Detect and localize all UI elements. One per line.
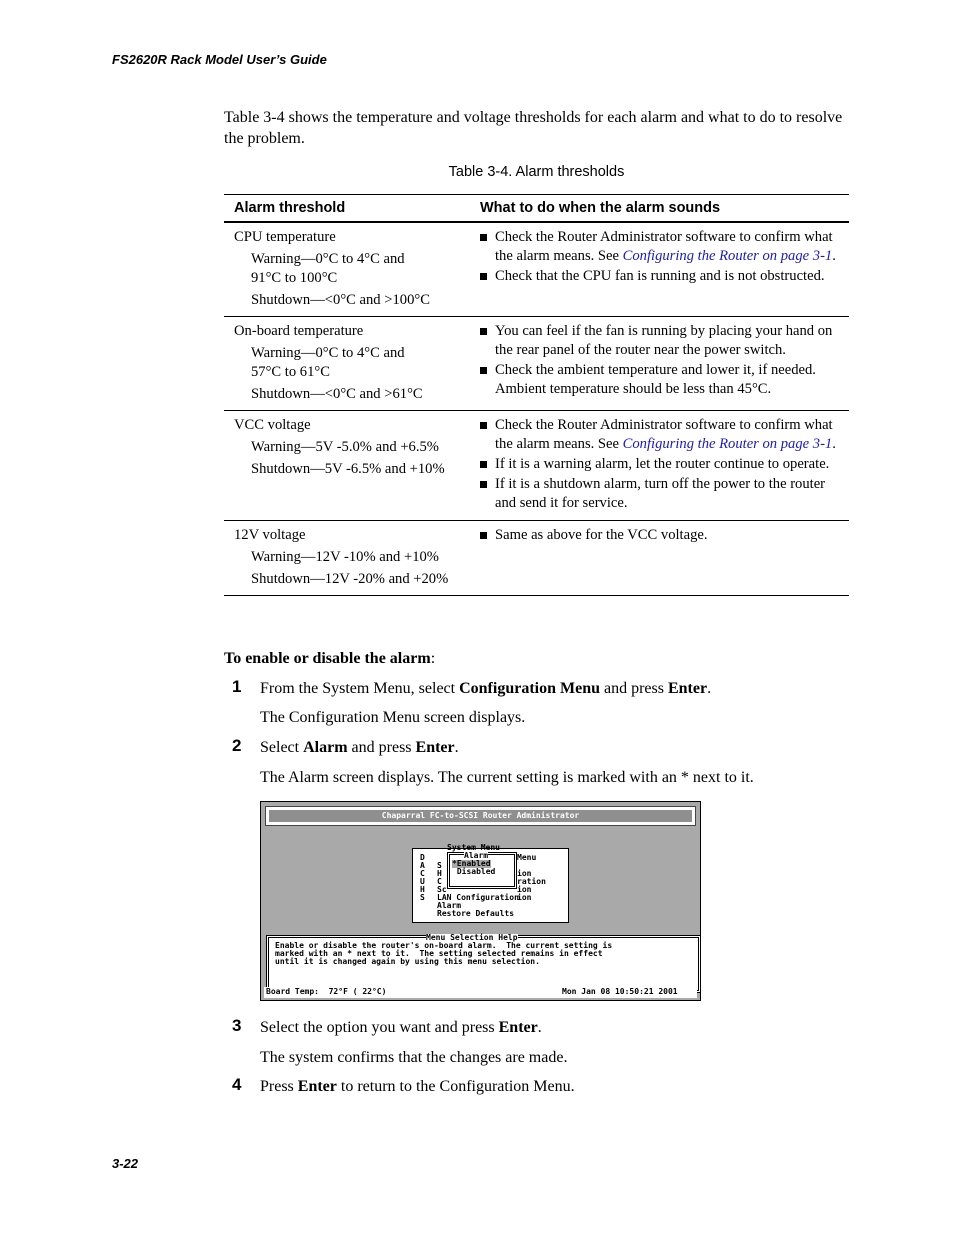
list-item: If it is a warning alarm, let the router continue to operate. xyxy=(480,455,843,474)
help-text: Enable or disable the router's on-board alarm. The current setting is marked with an * next to it. The setting selected remains in effect until it is changed again by using this menu selection. xyxy=(275,941,613,966)
threshold-name: On-board temperature xyxy=(234,323,364,339)
threshold-warning-cont: 91°C to 100°C xyxy=(251,270,338,286)
system-menu-title: System Menu xyxy=(447,843,500,852)
alarm-menu-title: Alarm xyxy=(464,851,489,860)
system-menu-col: S H C Sc xyxy=(437,861,447,894)
table-row xyxy=(224,521,849,596)
page-number: 3-22 xyxy=(112,1156,139,1171)
bullet-icon xyxy=(480,481,487,488)
cross-reference-link[interactable]: Configuring the Router on page 3-1 xyxy=(622,248,833,264)
step-number: 4 xyxy=(232,1075,242,1094)
table-caption: Table 3-4. Alarm thresholds xyxy=(448,164,625,180)
step-text: From the System Menu, select Configuration Menu and press Enter. xyxy=(260,680,712,697)
step-3-result: The system confirms that the changes are made. xyxy=(260,1049,568,1066)
step-number: 1 xyxy=(232,677,242,696)
alarm-screen-screenshot xyxy=(260,801,701,1001)
step-1-result: The Configuration Menu screen displays. xyxy=(260,709,526,726)
step-2-result: The Alarm screen displays. The current setting is marked with an * next to it. xyxy=(260,769,754,786)
threshold-shutdown: Shutdown—5V -6.5% and +10% xyxy=(251,461,445,477)
bullet-icon xyxy=(480,461,487,468)
list-item: Same as above for the VCC voltage. xyxy=(480,526,843,545)
bullet-icon xyxy=(480,422,487,429)
board-temp: Board Temp: 72°F ( 22°C) xyxy=(266,987,387,996)
column-header-action: What to do when the alarm sounds xyxy=(472,195,849,223)
threshold-warning-cont: 57°C to 61°C xyxy=(251,364,330,380)
step-text: Select Alarm and press Enter. xyxy=(260,739,459,756)
step-number: 3 xyxy=(232,1016,242,1035)
option-enabled[interactable]: *Enabled xyxy=(452,859,491,868)
clock: Mon Jan 08 10:50:21 2001 xyxy=(562,987,678,996)
threshold-warning: Warning—0°C to 4°C and xyxy=(251,251,405,267)
alarm-thresholds-table xyxy=(224,194,849,596)
list-item: Check that the CPU fan is running and is not obstructed. xyxy=(480,267,843,286)
list-item: Check the Router Administrator software to confirm what the alarm means. See Configuring the Router on page 3-1. xyxy=(480,416,843,454)
list-item: If it is a shutdown alarm, turn off the power to the router and send it for service. xyxy=(480,475,843,513)
procedure-heading: To enable or disable the alarm: xyxy=(224,650,436,667)
threshold-warning: Warning—5V -5.0% and +6.5% xyxy=(251,439,439,455)
threshold-warning: Warning—0°C to 4°C and xyxy=(251,345,405,361)
screen-title-bar xyxy=(265,806,696,826)
list-item: Check the ambient temperature and lower it, if needed. Ambient temperature should be less than 45°C. xyxy=(480,361,843,399)
system-menu-letters: D A C U H S xyxy=(420,853,425,902)
system-menu-right: Menu ion ration ion ion xyxy=(517,853,546,902)
step-text: Select the option you want and press Enter. xyxy=(260,1019,542,1036)
table-row xyxy=(224,222,849,317)
bullet-icon xyxy=(480,367,487,374)
step-number: 2 xyxy=(232,736,242,755)
help-title: Menu Selection Help xyxy=(426,933,518,942)
threshold-shutdown: Shutdown—12V -20% and +20% xyxy=(251,571,449,587)
intro-paragraph: Table 3-4 shows the temperature and voltage thresholds for each alarm and what to do to resolve the problem. xyxy=(224,109,843,147)
threshold-name: 12V voltage xyxy=(234,527,306,543)
running-header: FS2620R Rack Model User’s Guide xyxy=(112,52,327,67)
cross-reference-link[interactable]: Configuring the Router on page 3-1 xyxy=(622,436,833,452)
bullet-icon xyxy=(480,234,487,241)
bullet-icon xyxy=(480,328,487,335)
threshold-name: CPU temperature xyxy=(234,229,336,245)
threshold-warning: Warning—12V -10% and +10% xyxy=(251,549,439,565)
bullet-icon xyxy=(480,532,487,539)
system-menu-items: LAN Configuration Alarm Restore Defaults xyxy=(437,893,519,918)
list-item: You can feel if the fan is running by placing your hand on the rear panel of the router near the power switch. xyxy=(480,322,843,360)
status-bar xyxy=(264,987,697,998)
screen-title: Chaparral FC-to-SCSI Router Administrator xyxy=(269,810,692,822)
column-header-threshold: Alarm threshold xyxy=(224,195,472,223)
threshold-shutdown: Shutdown—<0°C and >61°C xyxy=(251,386,423,402)
bullet-icon xyxy=(480,273,487,280)
threshold-name: VCC voltage xyxy=(234,417,311,433)
step-text: Press Enter to return to the Configuration Menu. xyxy=(260,1078,575,1095)
threshold-shutdown: Shutdown—<0°C and >100°C xyxy=(251,292,430,308)
table-row xyxy=(224,411,849,521)
table-row xyxy=(224,317,849,411)
option-disabled[interactable]: Disabled xyxy=(452,867,496,876)
list-item: Check the Router Administrator software to confirm what the alarm means. See Configuring the Router on page 3-1. xyxy=(480,228,843,266)
